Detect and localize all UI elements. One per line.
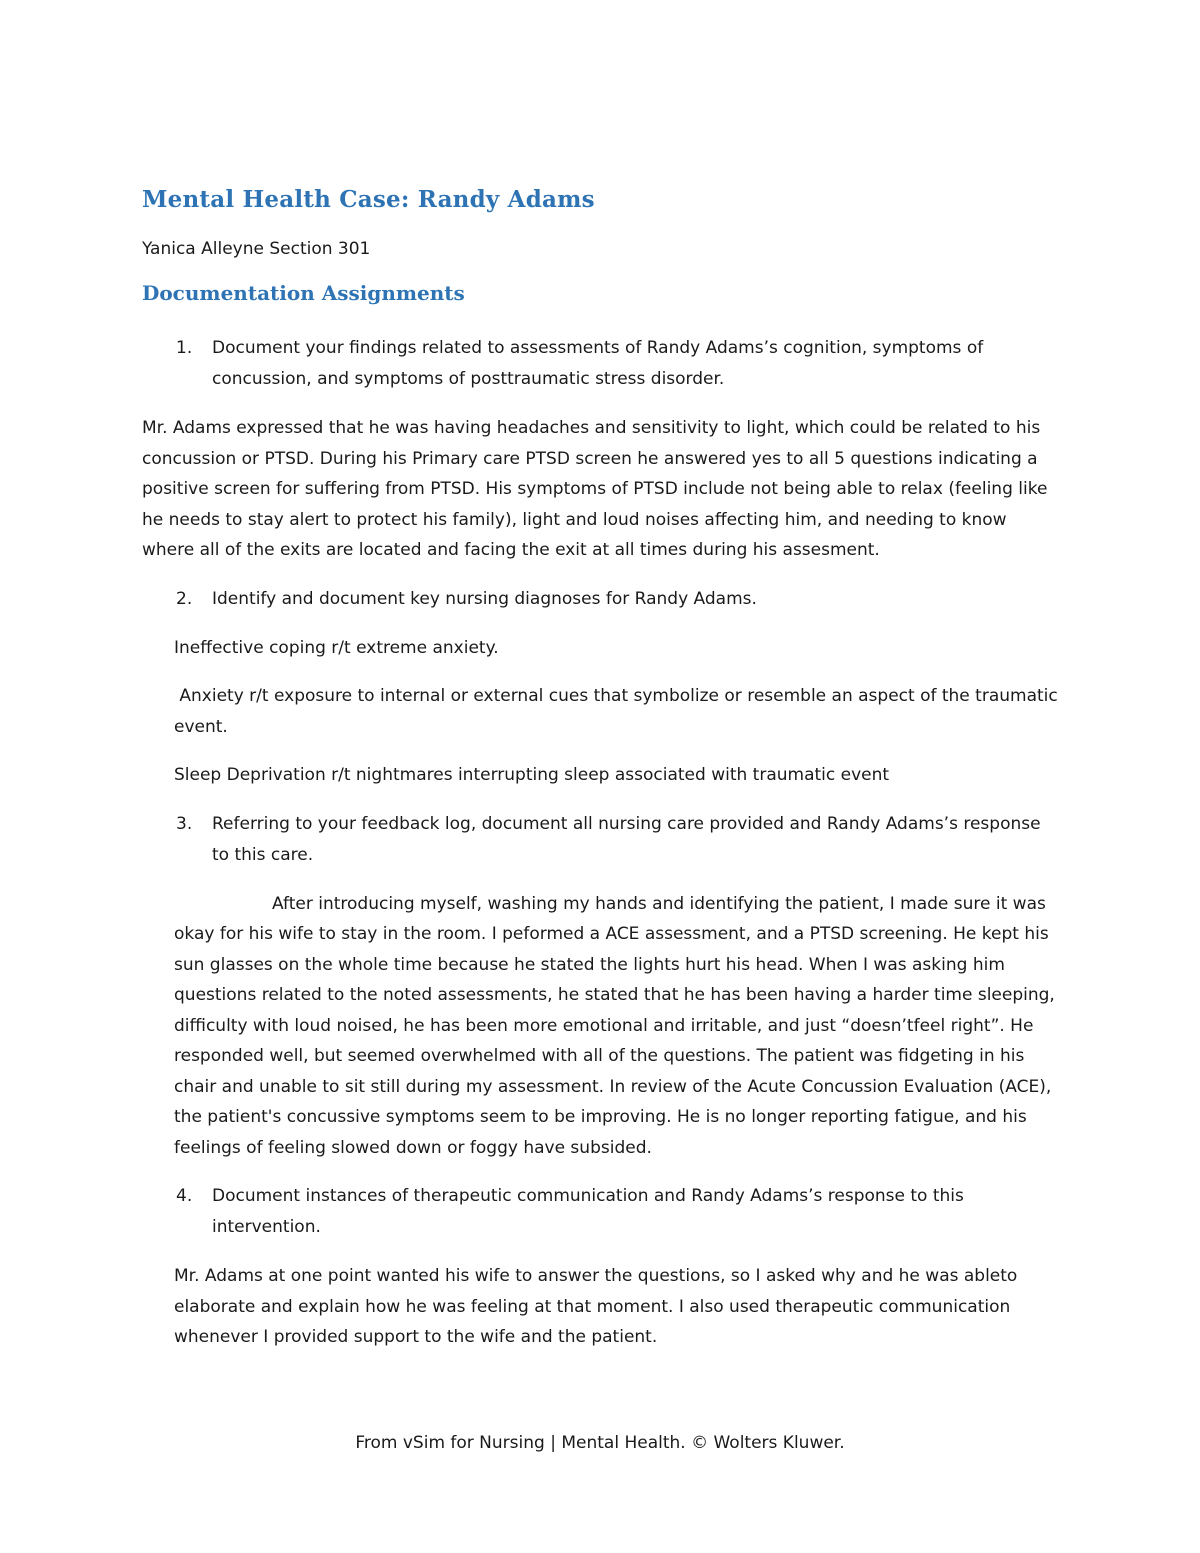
question-item-2 xyxy=(142,584,1062,615)
answer-paragraph: Sleep Deprivation r/t nightmares interrupting sleep associated with traumatic event xyxy=(174,765,890,785)
question-text: Document instances of therapeutic communication and Randy Adams’s response to this intervention. xyxy=(212,1186,964,1237)
question-item-1 xyxy=(142,333,1062,395)
answer-paragraph: Anxiety r/t exposure to internal or external cues that symbolize or resemble an aspect of the traumatic event. xyxy=(174,686,1064,737)
question-text: Identify and document key nursing diagnoses for Randy Adams. xyxy=(212,588,757,609)
question-item-3 xyxy=(142,809,1062,871)
question-number: 2. xyxy=(176,588,193,609)
question-text: Referring to your feedback log, document all nursing care provided and Randy Adams’s response to this care. xyxy=(212,813,1041,865)
question-number: 1. xyxy=(176,338,193,358)
answer-paragraph: After introducing myself, washing my hands and identifying the patient, I made sure it was okay for his wife to stay in the room. I peformed a ACE assessment, and a PTSD screening. He kept his sun glasses on the whole time because he stated the lights hurt his head. When I was asking him questions related to the noted assessments, he stated that he has been having a harder time sleeping, difficulty with loud noised, he has been more emotional and irritable, and just “doesn’tfeel right”. He responded well, but seemed overwhelmed with all of the questions. The patient was fidgeting in his chair and unable to sit still during my assessment. In review of the Acute Concussion Evaluation (ACE), the patient's concussive symptoms seem to be improving. He is no longer reporting fatigue, and his feelings of feeling slowed down or foggy have subsided. xyxy=(174,893,1055,1158)
page-footer: From vSim for Nursing | Mental Health. © Wolters Kluwer. xyxy=(355,1433,845,1453)
section-heading: Documentation Assignments xyxy=(142,281,465,305)
question-text: Document your findings related to assessments of Randy Adams’s cognition, symptoms of concussion, and symptoms of posttraumatic stress disorder. xyxy=(212,338,984,389)
question-number: 4. xyxy=(176,1186,193,1206)
answer-paragraph: Mr. Adams expressed that he was having headaches and sensitivity to light, which could be related to his concussion or PTSD. During his Primary care PTSD screen he answered yes to all 5 questions indicating a positive screen for suffering from PTSD. His symptoms of PTSD include not being able to relax (feeling like he needs to stay alert to protect his family), light and loud noises affecting him, and needing to know where all of the exits are located and facing the exit at all times during his assesment. xyxy=(142,418,1048,560)
document-title: Mental Health Case: Randy Adams xyxy=(142,186,595,213)
question-item-4 xyxy=(142,1181,1062,1243)
question-number: 3. xyxy=(176,813,193,834)
answer-paragraph: Mr. Adams at one point wanted his wife to answer the questions, so I asked why and he was ableto elaborate and explain how he was feeling at that moment. I also used therapeutic communication whenever I provided support to the wife and the patient. xyxy=(174,1266,1018,1347)
document-body xyxy=(142,186,1062,1371)
author-line: Yanica Alleyne Section 301 xyxy=(142,239,371,259)
answer-paragraph: Ineffective coping r/t extreme anxiety. xyxy=(174,637,499,658)
